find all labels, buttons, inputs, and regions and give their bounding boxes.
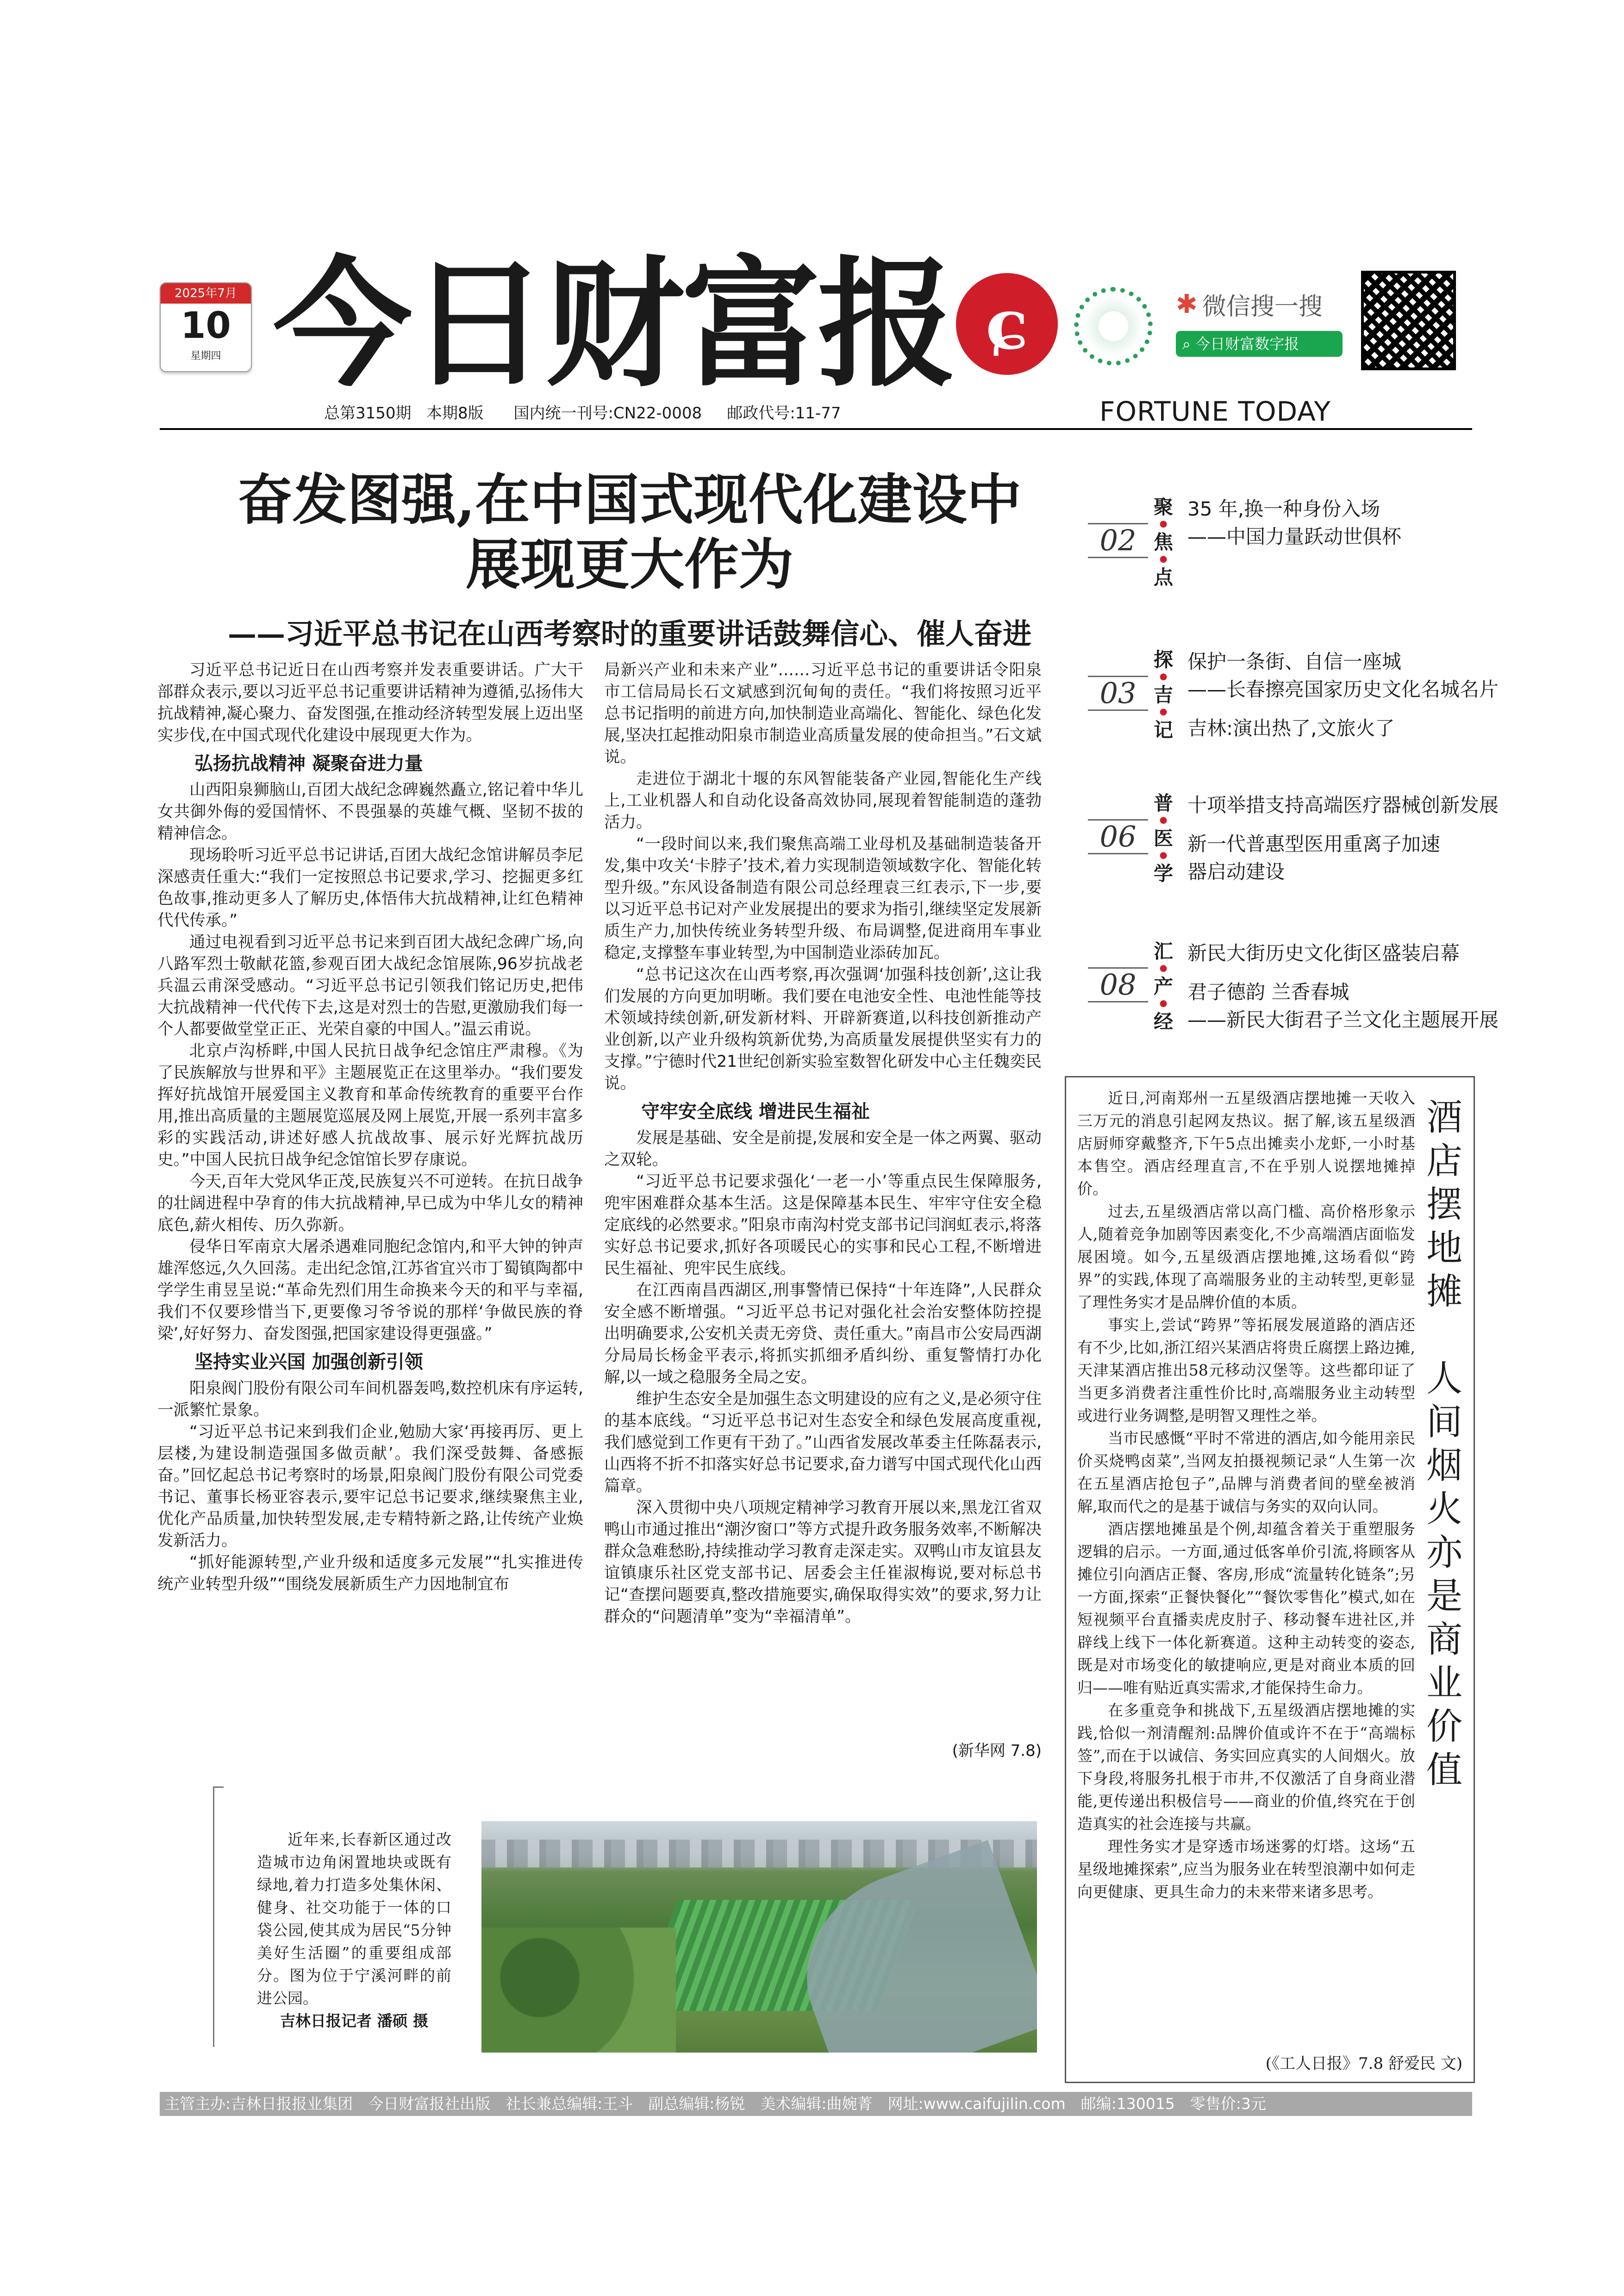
article-paragraph: 现场聆听习近平总书记讲话,百团大战纪念馆讲解员李尼深感责任重大:“我们一定按照总书记要求,学习、挖掘更多红色故事,推动更多人了解历史,体悟伟大抗战精神,让红色精神代代传承。”: [157, 846, 583, 930]
index-tag-dot: •: [1157, 666, 1170, 689]
commentary-paragraph: 事实上,尝试“跨界”等拓展发展道路的酒店还有不少,比如,浙江绍兴某酒店将贵丘腐摆上路边摊,天津某酒店推出58元移动汉堡等。这些都印证了当更多消费者注重性价比时,高端服务业主动转型或进行业务调整,是明智又理性之举。: [1077, 1316, 1415, 1425]
commentary-title-char: 酒: [1426, 1097, 1462, 1139]
issue-cn-number: 国内统一刊号:CN22-0008: [513, 404, 702, 423]
index-entry-08[interactable]: [1083, 930, 1499, 1069]
index-tag-char: 学: [1153, 862, 1173, 885]
index-tag-char: 探: [1153, 648, 1173, 671]
issue-post-code: 邮政代号:11-77: [727, 404, 841, 423]
index-item[interactable]: ——中国力量跃动世俱杯: [1187, 525, 1402, 548]
index-tag-dot: •: [1157, 845, 1170, 867]
index-section-tag: [1153, 940, 1174, 1034]
commentary-title-char: 间: [1426, 1401, 1462, 1443]
footer-bar: 主管主办:吉林日报报业集团 今日财富报社出版 社长兼总编辑:王斗 副总编辑:杨锐 美术编辑:曲婉菁 网址:www.caifujilin.com 邮编:130015 零售价:3元: [160, 2092, 1472, 2116]
masthead-title: 今日财富报: [273, 242, 954, 405]
commentary-paragraph: 理性务实才是穿透市场迷雾的灯塔。这场“五星级地摊探索”,应当为服务业在转型浪潮中如何走向更健康、更具生命力的未来带来诸多思考。: [1077, 1837, 1415, 1901]
photo-block-frame: [213, 1786, 224, 2047]
commentary-title-char: 地: [1426, 1227, 1462, 1269]
commentary-title-char: 商: [1426, 1619, 1462, 1661]
section-heading: 坚持实业兴国 加强创新引领: [194, 1351, 423, 1373]
article-paragraph: 发展是基础、安全是前提,发展和安全是一体之两翼、驱动之双轮。: [604, 1129, 1042, 1169]
commentary-box: [1065, 1076, 1475, 2083]
index-tag-dot: •: [1157, 513, 1170, 536]
index-tag-dot: •: [1157, 548, 1170, 571]
wechat-search-pill[interactable]: [1176, 331, 1343, 357]
index-section-tag: [1153, 648, 1174, 742]
calendar-weekday: 星期四: [190, 350, 221, 362]
article-paragraph: 通过电视看到习近平总书记来到百团大战纪念碑广场,向八路军烈士敬献花篮,参观百团大战纪念馆展陈,96岁抗战老兵温云甫深受感动。“习近平总书记引领我们铭记历史,把伟大抗战精神一代代传下去,这是对烈士的告慰,更激励我们每一个人都要做堂堂正正、光荣自豪的中国人。”温云甫说。: [157, 933, 583, 1039]
index-item[interactable]: ——新民大街君子兰文化主题展开展: [1187, 1008, 1499, 1031]
index-tag-char: 经: [1153, 1010, 1173, 1033]
index-section-tag: [1153, 791, 1174, 886]
index-item[interactable]: 君子德韵 兰香春城: [1187, 981, 1349, 1003]
index-entry-03[interactable]: [1083, 639, 1499, 778]
commentary-title-char: 店: [1426, 1140, 1462, 1182]
index-tag-dot: •: [1157, 993, 1170, 1015]
miniprogram-code-icon[interactable]: [1074, 287, 1153, 366]
index-section-tag: [1153, 495, 1174, 590]
index-tag-char: 焦: [1153, 531, 1173, 554]
wechat-search-icon: ✱: [1176, 289, 1198, 319]
issue-info: [324, 400, 841, 423]
article-paragraph: 阳泉阀门股份有限公司车间机器轰鸣,数控机床有序运转,一派繁忙景象。: [157, 1379, 583, 1419]
headline-line2: 展现更大作为: [465, 532, 793, 597]
search-icon: ⌕: [1182, 335, 1196, 353]
index-item[interactable]: 保护一条街、自信一座城: [1187, 650, 1402, 673]
index-tag-char: 普: [1153, 792, 1173, 815]
article-paragraph: 山西阳泉狮脑山,百团大战纪念碑巍然矗立,铭记着中华儿女共御外侮的爱国情怀、不畏强暴的英雄气概、坚韧不拔的精神信念。: [157, 781, 583, 843]
masthead-divider: [160, 428, 1472, 430]
photo-caption-text: 近年来,长春新区通过改造城市边角闲置地块或既有绿地,着力打造多处集休闲、健身、社交功能于一体的口袋公园,使其成为居民“5分钟美好生活圈”的重要组成部分。图为位于宁溪河畔的前进公园。: [257, 1830, 451, 2007]
commentary-title: [1424, 1096, 1465, 1792]
article-paragraph: 北京卢沟桥畔,中国人民抗日战争纪念馆庄严肃穆。《为了民族解放与世界和平》主题展览正在这里举办。“我们要发挥好抗战馆开展爱国主义教育和革命传统教育的重要平台作用,推出高质量的主题展览巡展及网上展览,开展一系列丰富多彩的实践活动,讲述好感人抗战故事、展示好光辉抗战历史。”中国人民抗日战争纪念馆馆长罗存康说。: [157, 1042, 583, 1169]
index-item[interactable]: 器启动建设: [1187, 860, 1285, 883]
article-column-1: [157, 660, 583, 1763]
index-tag-char: 点: [1153, 566, 1173, 589]
index-tag-char: 记: [1153, 719, 1173, 741]
index-entry-02[interactable]: [1083, 486, 1472, 625]
index-tag-dot: •: [1157, 958, 1170, 980]
index-page-number: 06: [1088, 819, 1148, 854]
issue-pages: 本期8版: [426, 404, 484, 423]
index-item[interactable]: 吉林:演出热了,文旅火了: [1187, 717, 1395, 740]
commentary-title-char: 火: [1426, 1488, 1462, 1530]
article-paragraph: “抓好能源转型,产业升级和适度多元发展”“扎实推进传统产业转型升级”“围绕发展新质生产力因地制宜布: [157, 1553, 583, 1593]
article-paragraph: 今天,百年大党风华正茂,民族复兴不可逆转。在抗日战争的壮阔进程中孕育的伟大抗战精神,早已成为中华儿女的精神底色,薪火相传、历久弥新。: [157, 1172, 583, 1234]
article-paragraph: “总书记这次在山西考察,再次强调‘加强科技创新’,这让我们发展的方向更加明晰。我们要在电池安全性、电池性能等技术领域持续创新,研发新材料、开辟新赛道,以科技创新推动产业创新,以产业升级构筑新优势,为高质量发展提供坚实有力的支撑。”宁德时代21世纪创新实验室数智化研发中心主任魏奕民说。: [604, 965, 1042, 1093]
index-page-number: 08: [1088, 967, 1148, 1002]
index-tag-char: 吉: [1153, 684, 1173, 706]
article-paragraph: 深入贯彻中央八项规定精神学习教育开展以来,黑龙江省双鸭山市通过推出“潮汐窗口”等方式提升政务服务效率,不断解决群众急难愁盼,持续推动学习教育走深走实。双鸭山市友谊县友谊镇康乐社区党支部书记、居委会主任崔淑梅说,要对标总书记“查摆问题要真,整改措施要实,确保取得实效”的要求,努力让群众的“问题清单”变为“幸福清单”。: [604, 1499, 1042, 1626]
commentary-title-char: 业: [1426, 1662, 1462, 1704]
commentary-title-char: 人: [1426, 1358, 1462, 1400]
main-headline: [171, 467, 1088, 597]
index-tag-char: 产: [1153, 975, 1173, 998]
commentary-paragraph: 过去,五星级酒店常以高门槛、高价格形象示人,随着竞争加剧等因素变化,不少高端酒店面临发展困境。如今,五星级酒店摆地摊,这场看似“跨界”的实践,体现了高端服务业的主动转型,更彰显了理性务实才是品牌价值的本质。: [1077, 1202, 1415, 1311]
issue-total: 总第3150期: [324, 404, 412, 423]
article-paragraph: 在江西南昌西湖区,刑事警情已保持“十年连降”,人民群众安全感不断增强。“习近平总书记对强化社会治安整体防控提出明确要求,公安机关责无旁贷、责任重大。”南昌市公安局西湖分局局长杨金平表示,将抓实抓细矛盾纠纷、重复警情打办化解,以一域之稳服务全局之安。: [604, 1281, 1042, 1387]
commentary-title-char: 摆: [1426, 1184, 1462, 1226]
article-paragraph: 局新兴产业和未来产业”……习近平总书记的重要讲话令阳泉市工信局局长石文斌感到沉甸甸的责任。“我们将按照习近平总书记指明的前进方向,加快制造业高端化、智能化、绿色化发展,坚决扛起推动阳泉市制造业高质量发展的使命担当。”石文斌说。: [604, 661, 1042, 766]
masthead-english: FORTUNE TODAY: [1099, 396, 1331, 427]
index-tag-dot: •: [1157, 701, 1170, 724]
section-heading: 守牢安全底线 增进民生福祉: [641, 1101, 870, 1122]
index-page-number: 02: [1088, 523, 1148, 558]
calendar-day: 10: [181, 305, 231, 347]
commentary-source: (《工人日报》7.8 舒爱民 文): [1265, 2054, 1462, 2073]
index-tag-dot: •: [1157, 809, 1170, 832]
index-page-number: 03: [1088, 676, 1148, 711]
index-item[interactable]: 35 年,换一种身份入场: [1187, 498, 1380, 520]
index-item[interactable]: 十项举措支持高端医疗器械创新发展: [1187, 794, 1499, 816]
wechat-search-block[interactable]: [1176, 287, 1343, 357]
commentary-title-char: 烟: [1426, 1445, 1462, 1487]
commentary-title-char: 价: [1426, 1706, 1462, 1748]
commentary-title-char: 摊: [1426, 1271, 1462, 1313]
commentary-body: [1077, 1087, 1415, 2040]
index-item[interactable]: ——长春擦亮国家历史文化名城名片: [1187, 678, 1499, 701]
commentary-paragraph: 酒店摆地摊虽是个例,却蕴含着关于重塑服务逻辑的启示。一方面,通过低客单价引流,将顾客从摊位引向酒店正餐、客房,形成“流量转化链条”;另一方面,探索“正餐快餐化”“餐饮零售化”模式,如在短视频平台直播卖虎皮肘子、移动餐车进社区,并辟线上线下一体化新赛道。这种主动转变的姿态,既是对市场变化的敏捷响应,更是对商业本质的回归——唯有贴近真实需求,才能保持生命力。: [1077, 1520, 1415, 1697]
wechat-search-text: 今日财富数字报: [1195, 335, 1299, 353]
article-paragraph: 侵华日军南京大屠杀遇难同胞纪念馆内,和平大钟的钟声雄浑悠远,久久回荡。走出纪念馆,江苏省宜兴市丁蜀镇陶都中学学生甫昱呈说:“革命先烈们用生命换来今天的和平与幸福,我们不仅要珍惜当下,更要像习爷爷说的那样‘争做民族的脊梁’,好好努力、奋发图强,把国家建设得更强盛。”: [157, 1238, 583, 1343]
index-item[interactable]: 新民大街历史文化街区盛装启幕: [1187, 942, 1460, 964]
article-paragraph: “习近平总书记来到我们企业,勉励大家‘再接再厉、更上层楼,为建设制造强国多做贡献’。我们深受鼓舞、备感振奋。”回忆起总书记考察时的场景,阳泉阀门股份有限公司党委书记、董事长杨亚容表示,要牢记总书记要求,继续聚焦主业,优化产品质量,加快转型发展,走专精特新之路,让传统产业焕发新活力。: [157, 1423, 583, 1550]
commentary-title-char: 亦: [1426, 1532, 1462, 1574]
photo-credit: 吉林日报记者 潘硕 摄: [280, 2012, 428, 2030]
date-calendar: [160, 282, 252, 372]
newspaper-logo-icon: ɕ: [956, 273, 1058, 375]
article-column-2: [604, 660, 1042, 1719]
section-heading: 弘扬抗战精神 凝聚奋进力量: [194, 753, 423, 774]
index-entry-06[interactable]: [1083, 782, 1499, 921]
qr-code-icon[interactable]: [1361, 271, 1456, 370]
commentary-paragraph: 当市民感慨“平时不常进的酒店,如今能用亲民价买烧鸭卤菜”,当网友拍摄视频记录“人生第一次在五星酒店抢包子”,品牌与消费者间的壁垒被消解,取而代之的是基于诚信与务实的双向认同。: [1077, 1429, 1415, 1515]
headline-subtitle: ——习近平总书记在山西考察时的重要讲话鼓舞信心、催人奋进: [227, 617, 1031, 651]
photo-caption: [257, 1828, 451, 2032]
headline-line1: 奋发图强,在中国式现代化建设中: [237, 467, 1022, 532]
calendar-month: 2025年7月: [161, 283, 251, 304]
commentary-paragraph: 近日,河南郑州一五星级酒店摆地摊一天收入三万元的消息引起网友热议。据了解,该五星级酒店厨师穿戴整齐,下午5点出摊卖小龙虾,一小时基本售空。酒店经理直言,不在乎别人说摆地摊掉价。: [1077, 1089, 1415, 1198]
article-paragraph: “一段时间以来,我们聚焦高端工业母机及基础制造装备开发,集中攻关‘卡脖子’技术,着力实现制造领域数字化、智能化转型升级。”东风设备制造有限公司总经理袁三红表示,下一步,要以习近平总书记对产业发展提出的要求为指引,继续坚定发展新质生产力,加快传统业务转型升级、布局调整,促进商用车事业稳定,支撑整车事业转型,为中国制造业添砖加瓦。: [604, 835, 1042, 962]
index-tag-char: 聚: [1153, 496, 1173, 518]
commentary-title-char: [1424, 1313, 1465, 1357]
article-source: (新华网 7.8): [952, 1742, 1042, 1760]
article-paragraph: 走进位于湖北十堰的东风智能装备产业园,智能化生产线上,工业机器人和自动化设备高效协同,展现着智能制造的蓬勃活力。: [604, 770, 1042, 832]
park-photo: [481, 1821, 1037, 2053]
article-paragraph: 习近平总书记近日在山西考察并发表重要讲话。广大干部群众表示,要以习近平总书记重要讲话精神为遵循,弘扬伟大抗战精神,凝心聚力、奋发图强,在推动经济转型发展上迈出坚实步伐,在中国式现代化建设中展现更大作为。: [157, 661, 583, 745]
index-item[interactable]: 新一代普惠型医用重离子加速: [1187, 833, 1441, 855]
wechat-search-label: 微信搜一搜: [1202, 293, 1323, 321]
article-paragraph: 维护生态安全是加强生态文明建设的应有之义,是必须守住的基本底线。“习近平总书记对生态安全和绿色发展高度重视,我们感觉到工作更有干劲了。”山西省发展改革委主任陈磊表示,山西将不折不扣落实好总书记要求,奋力谱写中国式现代化山西篇章。: [604, 1390, 1042, 1495]
index-tag-char: 医: [1153, 827, 1173, 850]
commentary-paragraph: 在多重竞争和挑战下,五星级酒店摆地摊的实践,恰似一剂清醒剂:品牌价值或许不在于“高端标签”,而在于以诚信、务实回应真实的人间烟火。放下身段,将服务扎根于市井,不仅激活了自身商业潜能,更传递出积极信号——商业的价值,终究在于创造真实的社会连接与共赢。: [1077, 1701, 1415, 1833]
page-index: [1083, 486, 1499, 1069]
commentary-title-char: 值: [1426, 1749, 1462, 1791]
index-tag-char: 汇: [1153, 940, 1173, 963]
article-paragraph: “习近平总书记要求强化‘一老一小’等重点民生保障服务,兜牢困难群众基本生活。这是保障基本民生、牢牢守住安全稳定底线的必然要求。”阳泉市南沟村党支部书记闫润虹表示,将落实好总书记要求,抓好各项暖民心的实事和民心工程,不断增进民生福祉、兜牢民生底线。: [604, 1172, 1042, 1278]
commentary-title-char: 是: [1426, 1575, 1462, 1617]
